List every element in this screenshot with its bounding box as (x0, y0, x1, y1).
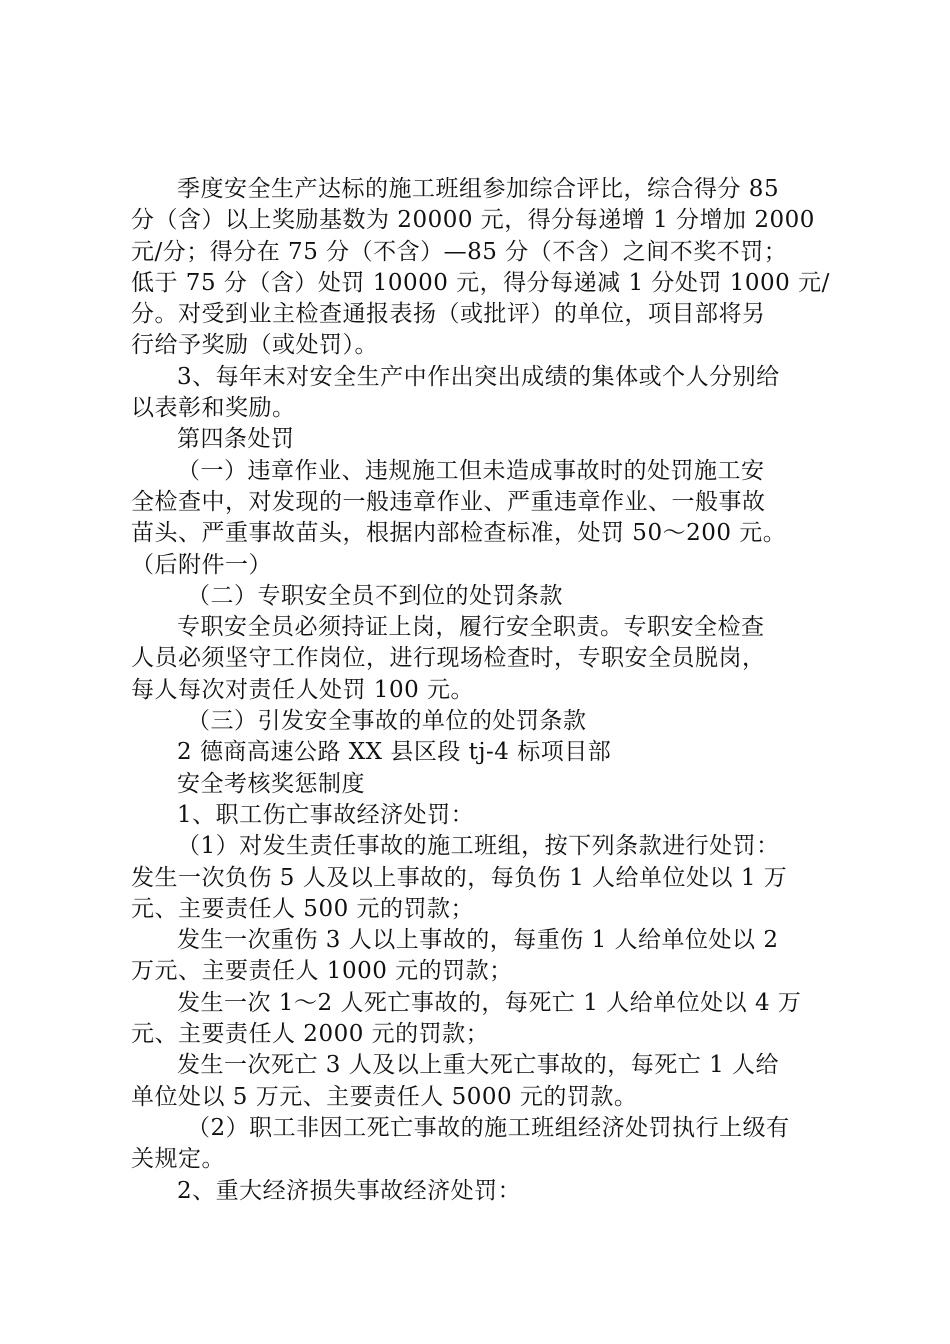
paragraph-line: 发生一次重伤 3 人以上事故的，每重伤 1 人给单位处以 2 (177, 927, 779, 954)
paragraph-line: 元/分；得分在 75 分（不含）—85 分（不含）之间不奖不罚； (131, 238, 788, 265)
paragraph-line: 2、重大经济损失事故经济处罚： (177, 1177, 522, 1204)
paragraph-line: 1、职工伤亡事故经济处罚： (177, 801, 475, 828)
paragraph-line: 发生一次负伤 5 人及以上事故的，每负伤 1 人给单位处以 1 万 (131, 864, 788, 891)
paragraph-line: 分。对受到业主检查通报表扬（或批评）的单位，项目部将另 (131, 301, 766, 328)
paragraph-line: 专职安全员必须持证上岗，履行安全职责。专职安全检查 (177, 614, 765, 641)
paragraph-line: 以表彰和奖励。 (131, 395, 296, 422)
paragraph-line: 低于 75 分（含）处罚 10000 元，得分每递减 1 分处罚 1000 元/ (131, 269, 830, 296)
document-title: 安全考核奖惩制度 (177, 770, 365, 797)
paragraph-line: 全检查中，对发现的一般违章作业、严重违章作业、一般事故 (131, 488, 766, 515)
paragraph-line: 3、每年末对安全生产中作出突出成绩的集体或个人分别给 (177, 363, 780, 390)
paragraph-line: 发生一次死亡 3 人及以上重大死亡事故的，每死亡 1 人给 (177, 1052, 780, 1079)
paragraph-line: （一）违章作业、违规施工但未造成事故时的处罚施工安 (177, 457, 765, 484)
paragraph-line: 苗头、严重事故苗头，根据内部检查标准，处罚 50～200 元。 (131, 520, 787, 547)
paragraph-line: 万元、主要责任人 1000 元的罚款； (131, 958, 513, 985)
paragraph-line: 季度安全生产达标的施工班组参加综合评比，综合得分 85 (177, 176, 780, 202)
document-body (131, 174, 831, 1207)
paragraph-line: 分（含）以上奖励基数为 20000 元，得分每递增 1 分增加 2000 (131, 207, 815, 234)
subsection-heading: （三）引发安全事故的单位的处罚条款 (187, 708, 587, 735)
paragraph-line: 人员必须坚守工作岗位，进行现场检查时，专职安全员脱岗， (131, 645, 766, 672)
paragraph-line: （2）职工非因工死亡事故的施工班组经济处罚执行上级有 (187, 1114, 790, 1141)
paragraph-line: （1）对发生责任事故的施工班组，按下列条款进行处罚： (177, 833, 780, 860)
running-header: 2 德商高速公路 XX 县区段 tj-4 标项目部 (177, 739, 612, 766)
paragraph-line: 每人每次对责任人处罚 100 元。 (131, 676, 475, 703)
paragraph-line: （后附件一） (131, 551, 272, 578)
paragraph-line: 发生一次 1～2 人死亡事故的，每死亡 1 人给单位处以 4 万 (177, 989, 802, 1016)
paragraph-line: 元、主要责任人 500 元的罚款； (131, 895, 475, 922)
section-heading: 第四条处罚 (177, 426, 295, 453)
paragraph-line: 单位处以 5 万元、主要责任人 5000 元的罚款。 (131, 1083, 638, 1110)
paragraph-line: 关规定。 (131, 1146, 225, 1173)
paragraph-line: 行给予奖励（或处罚）。 (131, 332, 378, 359)
paragraph-line: 元、主要责任人 2000 元的罚款； (131, 1021, 490, 1048)
subsection-heading: （二）专职安全员不到位的处罚条款 (187, 582, 563, 609)
